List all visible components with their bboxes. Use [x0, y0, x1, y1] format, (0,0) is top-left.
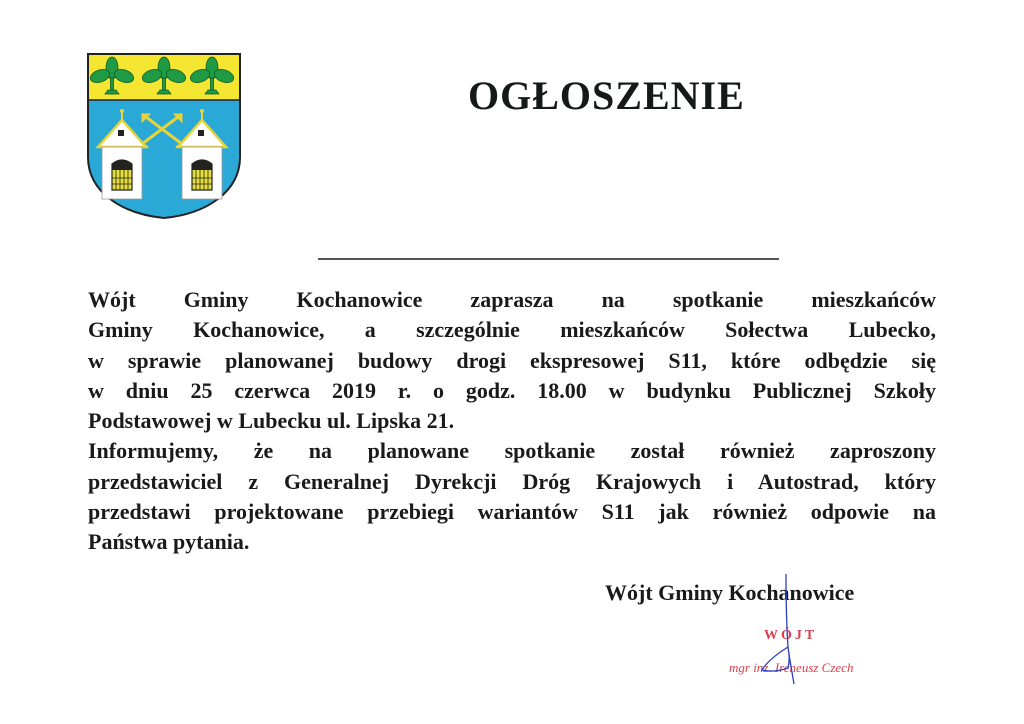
body-line: Informujemy, że na planowane spotkanie został również zaproszony [88, 438, 936, 464]
body-line: przedstawiciel z Generalnej Dyrekcji Dróg Krajowych i Autostrad, który [88, 468, 936, 494]
page-title: OGŁOSZENIE [468, 73, 745, 118]
coat-of-arms-icon [86, 52, 242, 220]
divider [318, 258, 779, 260]
body-line: Wójt Gminy Kochanowice zaprasza na spotkanie mieszkańców [88, 287, 936, 312]
announcement-body [88, 285, 936, 558]
stamp-name: mgr inż. Ireneusz Czech [729, 660, 854, 675]
handwritten-signature-icon [750, 572, 810, 692]
signature-title: Wójt Gminy Kochanowice [605, 580, 855, 605]
body-line: Państwa pytania. [88, 529, 250, 555]
stamp-role: WÓJT [764, 628, 818, 643]
body-line: Gminy Kochanowice, a szczególnie mieszkańców Sołectwa Lubecko, [88, 317, 936, 343]
body-line: w sprawie planowanej budowy drogi ekspresowej S11, które odbędzie się [88, 347, 936, 373]
body-line: w dniu 25 czerwca 2019 r. o godz. 18.00 w budynku Publicznej Szkoły [88, 377, 936, 403]
body-line: przedstawi projektowane przebiegi wariantów S11 jak również odpowie na [88, 499, 936, 525]
body-line: Podstawowej w Lubecku ul. Lipska 21. [88, 408, 455, 434]
